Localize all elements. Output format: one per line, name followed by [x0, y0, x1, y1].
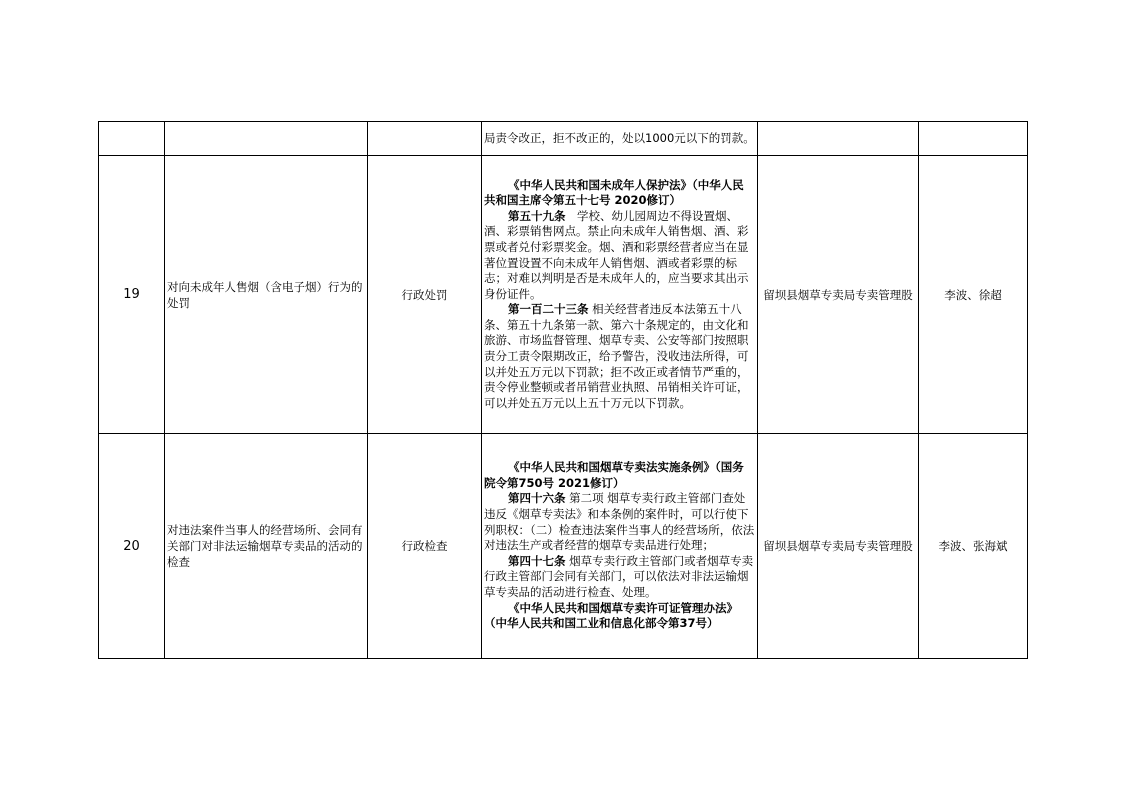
article-text: 烟草专卖行政主管部门或者烟草专卖行政主管部门会同有关部门，可以依法对非法运输烟草专卖品的活动进行检查、处理。: [484, 553, 754, 599]
legal-basis: [482, 156, 758, 434]
row-number: 19: [99, 156, 165, 434]
responsible-department: 留坝县烟草专卖局专卖管理股: [758, 156, 919, 434]
article-text: 第二项 烟草专卖行政主管部门查处违反《烟草专卖法》和本条例的案件时，可以行使下列职权：（二）检查违法案件当事人的经营场所，依法对违法生产或者经营的烟草专卖品进行处理；: [484, 491, 755, 553]
article-number: 第四十六条: [508, 491, 566, 506]
responsible-department: [758, 122, 919, 156]
row-number: 20: [99, 434, 165, 659]
responsible-department: 留坝县烟草专卖局专卖管理股: [758, 434, 919, 659]
responsible-person: [919, 122, 1028, 156]
responsible-person: 李波、张海斌: [919, 434, 1028, 659]
article-number: 第四十七条: [508, 553, 566, 568]
item-category: 行政处罚: [368, 156, 482, 434]
item-category: [368, 122, 482, 156]
table-row: [99, 434, 1028, 659]
table-body: [99, 122, 1028, 659]
row-number: [99, 122, 165, 156]
article-paragraph: [484, 554, 755, 601]
article-number: 第五十九条: [508, 208, 566, 223]
responsible-person: 李波、徐超: [919, 156, 1028, 434]
item-name: 对向未成年人售烟（含电子烟）行为的处罚: [165, 156, 368, 434]
article-text: 相关经营者违反本法第五十八条、第五十九条第一款、第六十条规定的，由文化和旅游、市场监督管理、烟草专卖、公安等部门按照职责分工责令限期改正，给予警告，没收违法所得，可以并处五万元以下罚款；拒不改正或者情节严重的，责令停业整顿或者吊销营业执照、吊销相关许可证，可以并处五万元以上五十万元以下罚款。: [484, 302, 749, 410]
legal-basis: [482, 434, 758, 659]
item-category: 行政检查: [368, 434, 482, 659]
law-title-text: 《中华人民共和国烟草专卖许可证管理办法》（中华人民共和国工业和信息化部令第37号）: [484, 600, 738, 631]
law-title-text: 《中华人民共和国烟草专卖法实施条例》（国务院令第750号 2021修订）: [484, 460, 744, 490]
law-title: [484, 601, 755, 632]
law-title: [484, 178, 755, 209]
article-paragraph: [484, 209, 755, 303]
table-row: [99, 122, 1028, 156]
article-paragraph: [484, 491, 755, 553]
legal-basis: [482, 122, 758, 156]
article-paragraph: [484, 302, 755, 411]
item-name: 对违法案件当事人的经营场所、会同有关部门对非法运输烟草专卖品的活动的检查: [165, 434, 368, 659]
law-title-text: 《中华人民共和国未成年人保护法》（中华人民共和国主席令第五十七号 2020修订）: [484, 177, 744, 208]
table-row: [99, 156, 1028, 434]
article-number: 第一百二十三条: [508, 302, 589, 317]
enforcement-table: [98, 121, 1028, 659]
law-title: [484, 460, 755, 491]
basis-paragraph: 局责令改正，拒不改正的，处以1000元以下的罚款。: [484, 130, 755, 145]
article-text: 学校、幼儿园周边不得设置烟、酒、彩票销售网点。禁止向未成年人销售烟、酒、彩票或者兑付彩票奖金。烟、酒和彩票经营者应当在显著位置设置不向未成年人销售烟、酒或者彩票的标志；对难以判明是否是未成年人的，应当要求其出示身份证件。: [484, 208, 749, 301]
item-name: [165, 122, 368, 156]
